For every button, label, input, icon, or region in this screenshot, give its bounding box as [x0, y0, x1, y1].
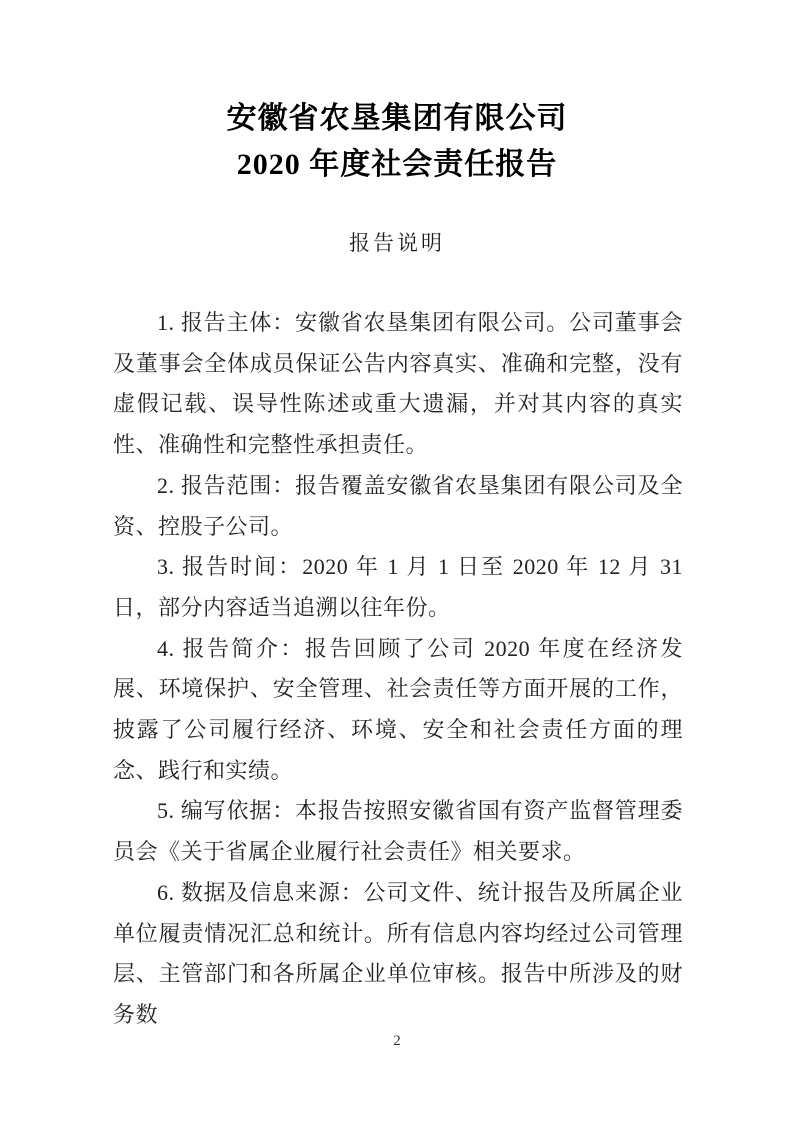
paragraph-report-period: 3. 报告时间：2020 年 1 月 1 日至 2020 年 12 月 31 日，部分内容适当追溯以往年份。: [113, 554, 683, 620]
paragraph-report-subject: 1. 报告主体：安徽省农垦集团有限公司。公司董事会及董事会全体成员保证公告内容真实、准确和完整，没有虚假记载、误导性陈述或重大遗漏，并对其内容的真实性、准确性和完整性承担责任。: [113, 310, 683, 458]
report-body: [113, 303, 683, 1036]
report-title: [0, 96, 794, 188]
paragraph-report-basis: 5. 编写依据：本报告按照安徽省国有资产监督管理委员会《关于省属企业履行社会责任》相关要求。: [113, 798, 683, 865]
paragraph-report-summary: 4. 报告简介：报告回顾了公司 2020 年度在经济发展、环境保护、安全管理、社会责任等方面开展的工作，披露了公司履行经济、环境、安全和社会责任方面的理念、践行和实绩。: [113, 635, 683, 783]
section-heading: 报告说明: [349, 232, 445, 255]
paragraph-report-scope: 2. 报告范围：报告覆盖安徽省农垦集团有限公司及全资、控股子公司。: [113, 472, 683, 539]
report-title-line-1: 安徽省农垦集团有限公司: [226, 102, 568, 135]
report-title-line-2: 2020 年度社会责任报告: [236, 148, 558, 181]
paragraph-data-sources: 6. 数据及信息来源：公司文件、统计报告及所属企业单位履责情况汇总和统计。所有信息内容均经过公司管理层、主管部门和各所属企业单位审核。报告中所涉及的财务数: [113, 879, 683, 1027]
page-number: 2: [393, 1033, 401, 1049]
